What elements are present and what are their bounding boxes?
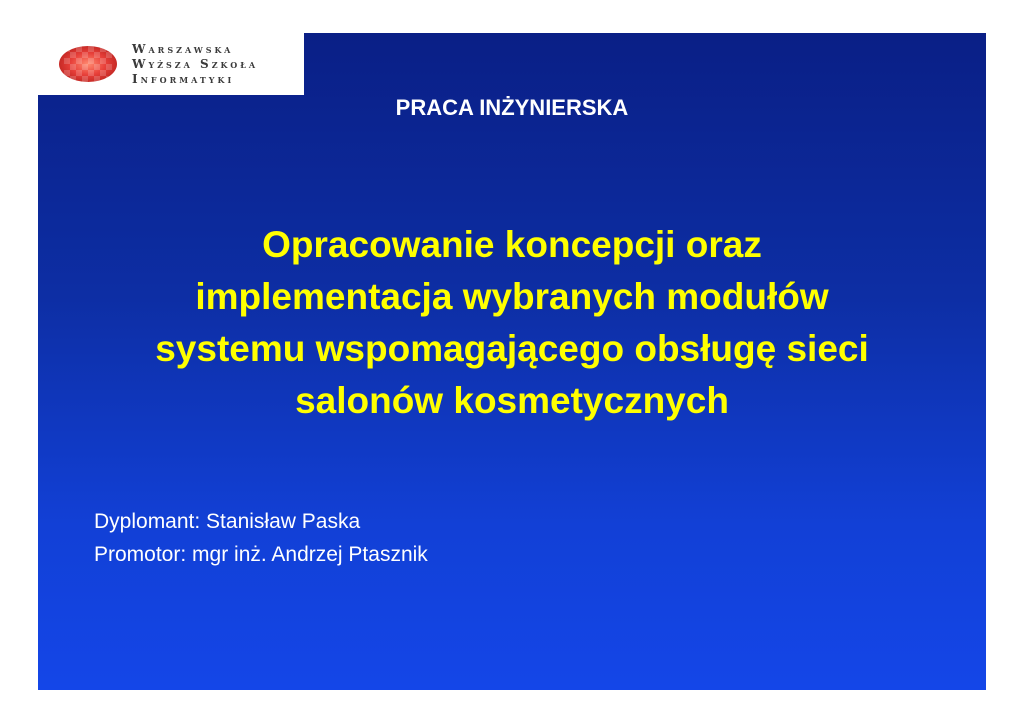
title-line: Opracowanie koncepcji oraz — [262, 224, 762, 265]
credits — [94, 505, 428, 571]
title-line: implementacja wybranych modułów — [195, 276, 829, 317]
logo-line: Wyższa Szkoła — [132, 57, 259, 71]
slide-heading: PRACA INŻYNIERSKA — [395, 95, 629, 120]
graduate-line: Dyplomant: Stanisław Paska — [94, 510, 361, 533]
title-slide — [38, 33, 986, 690]
logo-line: Warszawska — [132, 42, 234, 56]
logo-wordmark — [132, 42, 258, 87]
title-line: systemu wspomagającego obsługę sieci — [155, 328, 869, 369]
supervisor-line: Promotor: mgr inż. Andrzej Ptasznik — [94, 543, 428, 566]
university-logo — [38, 33, 304, 95]
logo-mark-icon — [58, 44, 118, 84]
thesis-title — [58, 219, 966, 427]
logo-line: Informatyki — [132, 72, 235, 86]
title-line: salonów kosmetycznych — [295, 380, 729, 421]
